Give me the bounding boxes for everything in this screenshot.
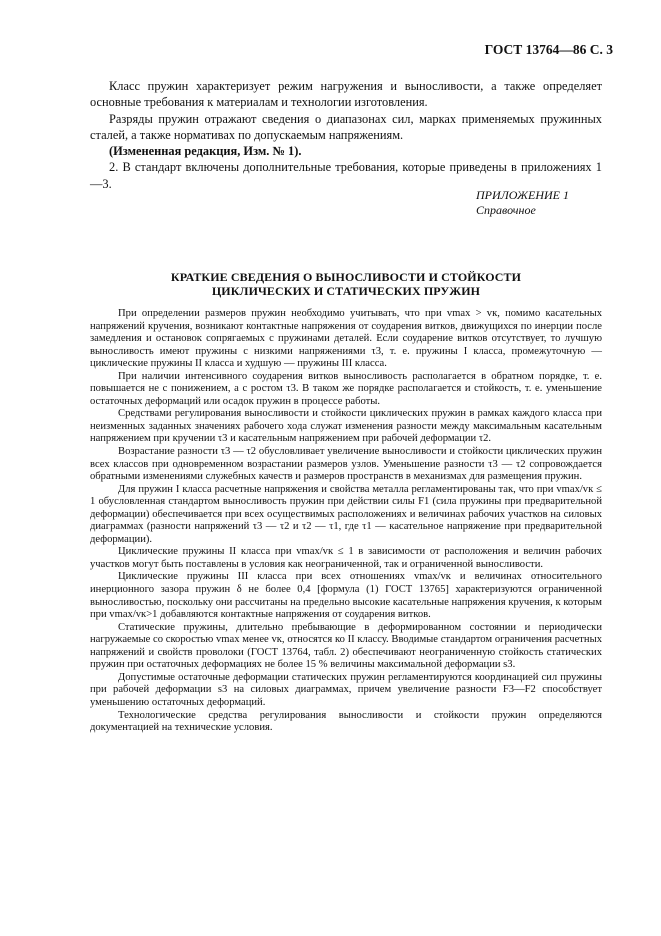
body-paragraph: При определении размеров пружин необходимо учитывать, что при vmax > vк, помимо касательных напряжений кручения, возникают контактные напряжения от соударения витков, движущихся по инерции после замедления и остановок сопрягаемых с пружинами деталей. Если соударение витков отсутствует, то лучшую выносливость имеют пружины с низкими напряжениями τ3, т. е. пружины I класса, промежуточную — циклические пружины II класса и худшую — пружины III класса. — [90, 308, 602, 370]
intro-section — [90, 78, 602, 192]
body-paragraph: Возрастание разности τ3 — τ2 обусловливает увеличение выносливости и стойкости циклических пружин всех классов при одновременном возрастании размеров узлов. Уменьшение разности τ3 — τ2 сопровождается обратными изменениями служебных качеств и размеров пространств в механизмах для размещения пружин. — [90, 446, 602, 483]
intro-paragraph: Разряды пружин отражают сведения о диапазонах сил, марках применяемых пружинных сталей, а также нормативах по допускаемым напряжениям. — [90, 111, 602, 142]
body-paragraph: Средствами регулирования выносливости и стойкости циклических пружин в рамках каждого класса при неизменных заданных значениях рабочего хода служат изменения разности между максимальным касательным напряжением при кручении τ3 и касательным напряжением при рабочей деформации τ2. — [90, 408, 602, 445]
body-paragraph: Статические пружины, длительно пребывающие в деформированном состоянии и периодически нагружаемые со скоростью vmax менее vк, относятся ко II классу. Вводимые стандартом ограничения расчетных напряжений и свойств проволоки (ГОСТ 13764, табл. 2) обеспечивают неограниченную стойкость статических пружин при остаточных деформациях не более 15 % величины максимальной деформации s3. — [90, 621, 602, 671]
page-header: ГОСТ 13764—86 С. 3 — [484, 42, 613, 57]
title-line: КРАТКИЕ СВЕДЕНИЯ О ВЫНОСЛИВОСТИ И СТОЙКОСТИ — [170, 270, 522, 284]
body-paragraph: При наличии интенсивного соударения витков выносливость располагается в обратном порядке, т. е. повышается не с понижением, а с ростом τ3. В таком же порядке располагается и стойкость, т. е. уменьшение остаточных деформаций или осадок пружин в процессе работы. — [90, 370, 602, 407]
body-paragraph: Для пружин I класса расчетные напряжения и свойства металла регламентированы так, что при vmax/vк ≤ 1 обусловленная стандартом выносливость пружин при действии силы F1 (сила пружины при предварительной деформации) обеспечивается при всех осуществимых расположениях и величинах рабочих участков на силовых диаграммах (разности напряжений τ3 — τ2 и τ2 — τ1, где τ1 — касательное напряжение при предварительной деформации). — [90, 483, 602, 545]
revision-note: (Измененная редакция, Изм. № 1). — [109, 144, 302, 159]
appendix-title — [90, 271, 602, 298]
body-paragraph: Допустимые остаточные деформации статических пружин регламентируются координацией сил пружины при рабочей деформации s3 на силовых диаграммах, причем увеличение разности F3—F2 способствует уменьшению остаточных деформаций. — [90, 671, 602, 708]
appendix-label: ПРИЛОЖЕНИЕ 1 — [476, 188, 569, 202]
body-paragraph: Циклические пружины II класса при vmax/vк ≤ 1 в зависимости от расположения и величин рабочих участков могут быть поставлены в условия как неограниченной, так и ограниченной выносливости. — [90, 546, 602, 570]
title-line: ЦИКЛИЧЕСКИХ И СТАТИЧЕСКИХ ПРУЖИН — [211, 283, 481, 298]
appendix-label-block — [476, 188, 569, 217]
intro-paragraph: Класс пружин характеризует режим нагружения и выносливости, а также определяет основные требования к материалам и технологии изготовления. — [90, 79, 602, 110]
intro-paragraph: 2. В стандарт включены дополнительные требования, которые приведены в приложениях 1—3. — [90, 160, 602, 191]
appendix-type: Справочное — [476, 202, 536, 217]
body-paragraph: Циклические пружины III класса при всех отношениях vmax/vк и величинах относительного инерционного зазора пружин δ не более 0,4 [формула (1) ГОСТ 13765] характеризуются ограниченной выносливостью, поскольку они рассчитаны на предельно высокие касательные напряжения кручения, к которым при vmax/vк>1 добавляются контактные напряжения от соударения витков. — [90, 571, 602, 621]
appendix-body — [90, 308, 602, 735]
body-paragraph: Технологические средства регулирования выносливости и стойкости пружин определяются документацией на технические условия. — [90, 709, 602, 734]
